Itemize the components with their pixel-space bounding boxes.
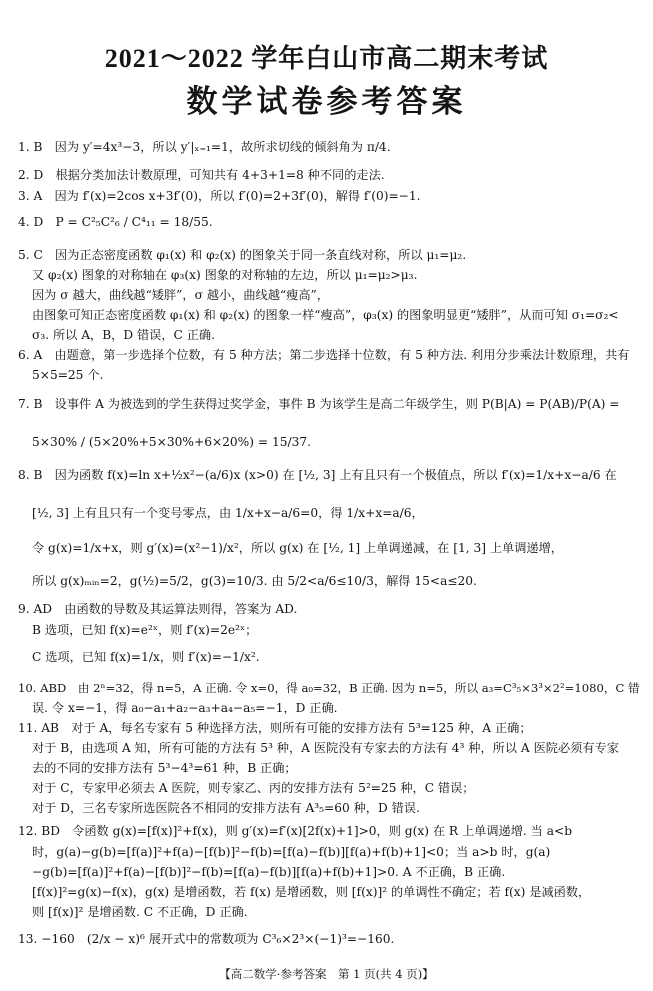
answer-line: 对于 C，专家甲必须去 A 医院，则专家乙、丙的安排方法有 5²=25 种，C 错误； xyxy=(32,781,475,795)
answer-line: C 选项，已知 f(x)=1/x，则 f′(x)=−1/x². xyxy=(32,650,260,664)
answer-line: 5×30% / (5×20%+5×30%+6×20%) = 15/37. xyxy=(32,435,311,449)
answer-line: 因为 σ 越大，曲线越“矮胖”，σ 越小，曲线越“瘦高”， xyxy=(32,288,329,302)
answer-line: 10. ABD 由 2ⁿ=32，得 n=5，A 正确. 令 x=0，得 a₀=32，B 正确. 因为 n=5，所以 a₃=C³₅×3³×2²=1080，C 错 xyxy=(18,681,640,695)
answer-line: 6. A 由题意，第一步选择个位数，有 5 种方法；第二步选择十位数，有 5 种方法. 利用分步乘法计数原理，共有 xyxy=(18,348,630,362)
answer-line: B 选项，已知 f(x)=e²ˣ，则 f′(x)=2e²ˣ； xyxy=(32,623,258,637)
answer-line: 令 g(x)=1/x+x，则 g′(x)=(x²−1)/x²，所以 g(x) 在 [½, 1] 上单调递减，在 [1, 3] 上单调递增， xyxy=(32,541,563,555)
answer-line: 11. AB 对于 A，每名专家有 5 种选择方法，则所有可能的安排方法有 5³=125 种，A 正确； xyxy=(18,721,532,735)
answer-line: 13. −160 (2/x − x)⁶ 展开式中的常数项为 C³₆×2³×(−1)³=−160. xyxy=(18,932,395,946)
answer-line: 5. C 因为正态密度函数 φ₁(x) 和 φ₂(x) 的图象关于同一条直线对称，所以 μ₁=μ₂. xyxy=(18,248,467,262)
answer-line: 12. BD 令函数 g(x)=[f(x)]²+f(x)，则 g′(x)=f′(x)[2f(x)+1]>0，则 g(x) 在 R 上单调递增. 当 a<b xyxy=(18,824,573,838)
answer-line: 7. B 设事件 A 为被选到的学生获得过奖学金，事件 B 为该学生是高二年级学生，则 P(B|A) = P(AB)/P(A) = xyxy=(18,397,620,411)
answer-line: 对于 B，由选项 A 知，所有可能的方法有 5³ 种，A 医院没有专家去的方法有 4³ 种，所以 A 医院必须有专家 xyxy=(32,741,619,755)
exam-title: 2021～2022 学年白山市高二期末考试 xyxy=(104,44,549,73)
answer-line: 误. 令 x=−1，得 a₀−a₁+a₂−a₃+a₄−a₅=−1，D 正确. xyxy=(32,701,338,715)
answer-line: 8. B 因为函数 f(x)=ln x+½x²−(a/6)x (x>0) 在 [½, 3] 上有且只有一个极值点，所以 f′(x)=1/x+x−a/6 在 xyxy=(18,468,617,482)
answer-line: 1. B 因为 y′=4x³−3，所以 y′|ₓ₌₁=1，故所求切线的倾斜角为 π/4. xyxy=(18,140,391,154)
page-footer: 【高二数学·参考答案 第 1 页(共 4 页)】 xyxy=(219,967,434,981)
answer-line: 所以 g(x)ₘᵢₙ=2，g(½)=5/2，g(3)=10/3. 由 5/2<a/6≤10/3，解得 15<a≤20. xyxy=(32,574,477,588)
answer-line: σ₃. 所以 A，B，D 错误，C 正确. xyxy=(32,328,215,342)
answer-line: 时，g(a)−g(b)=[f(a)]²+f(a)−[f(b)]²−f(b)=[f(a)−f(b)][f(a)+f(b)+1]<0；当 a>b 时，g(a) xyxy=(32,845,551,859)
answer-line: 则 [f(x)]² 是增函数. C 不正确，D 正确. xyxy=(32,905,248,919)
answer-line: [f(x)]²=g(x)−f(x)，g(x) 是增函数，若 f(x) 是增函数，则 [f(x)]² 的单调性不确定；若 f(x) 是减函数， xyxy=(32,885,591,899)
answer-line: [½, 3] 上有且只有一个变号零点，由 1/x+x−a/6=0，得 1/x+x=a/6， xyxy=(32,506,424,520)
answer-line: −g(b)=[f(a)]²+f(a)−[f(b)]²−f(b)=[f(a)−f(b)][f(a)+f(b)+1]>0. A 不正确，B 正确. xyxy=(32,865,506,879)
answer-line: 由图象可知正态密度函数 φ₁(x) 和 φ₂(x) 的图象一样“瘦高”，φ₃(x) 的图象明显更“矮胖”，从而可知 σ₁=σ₂< xyxy=(32,308,619,322)
answer-line: 4. D P = C²₅C²₆ / C⁴₁₁ = 18/55. xyxy=(18,215,213,229)
answer-line: 2. D 根据分类加法计数原理，可知共有 4+3+1=8 种不同的走法. xyxy=(18,168,385,182)
answer-line: 又 φ₂(x) 图象的对称轴在 φ₃(x) 图象的对称轴的左边，所以 μ₁=μ₂>μ₃. xyxy=(32,268,418,282)
document-title: 数学试卷参考答案 xyxy=(186,84,467,119)
answer-line: 9. AD 由函数的导数及其运算法则得，答案为 AD. xyxy=(18,602,298,616)
answer-line: 3. A 因为 f′(x)=2cos x+3f′(0)，所以 f′(0)=2+3f′(0)，解得 f′(0)=−1. xyxy=(18,189,421,203)
answer-line: 去的不同的安排方法有 5³−4³=61 种，B 正确； xyxy=(32,761,297,775)
answer-line: 5×5=25 个. xyxy=(32,368,104,382)
answer-line: 对于 D，三名专家所选医院各不相同的安排方法有 A³₅=60 种，D 错误. xyxy=(32,801,420,815)
